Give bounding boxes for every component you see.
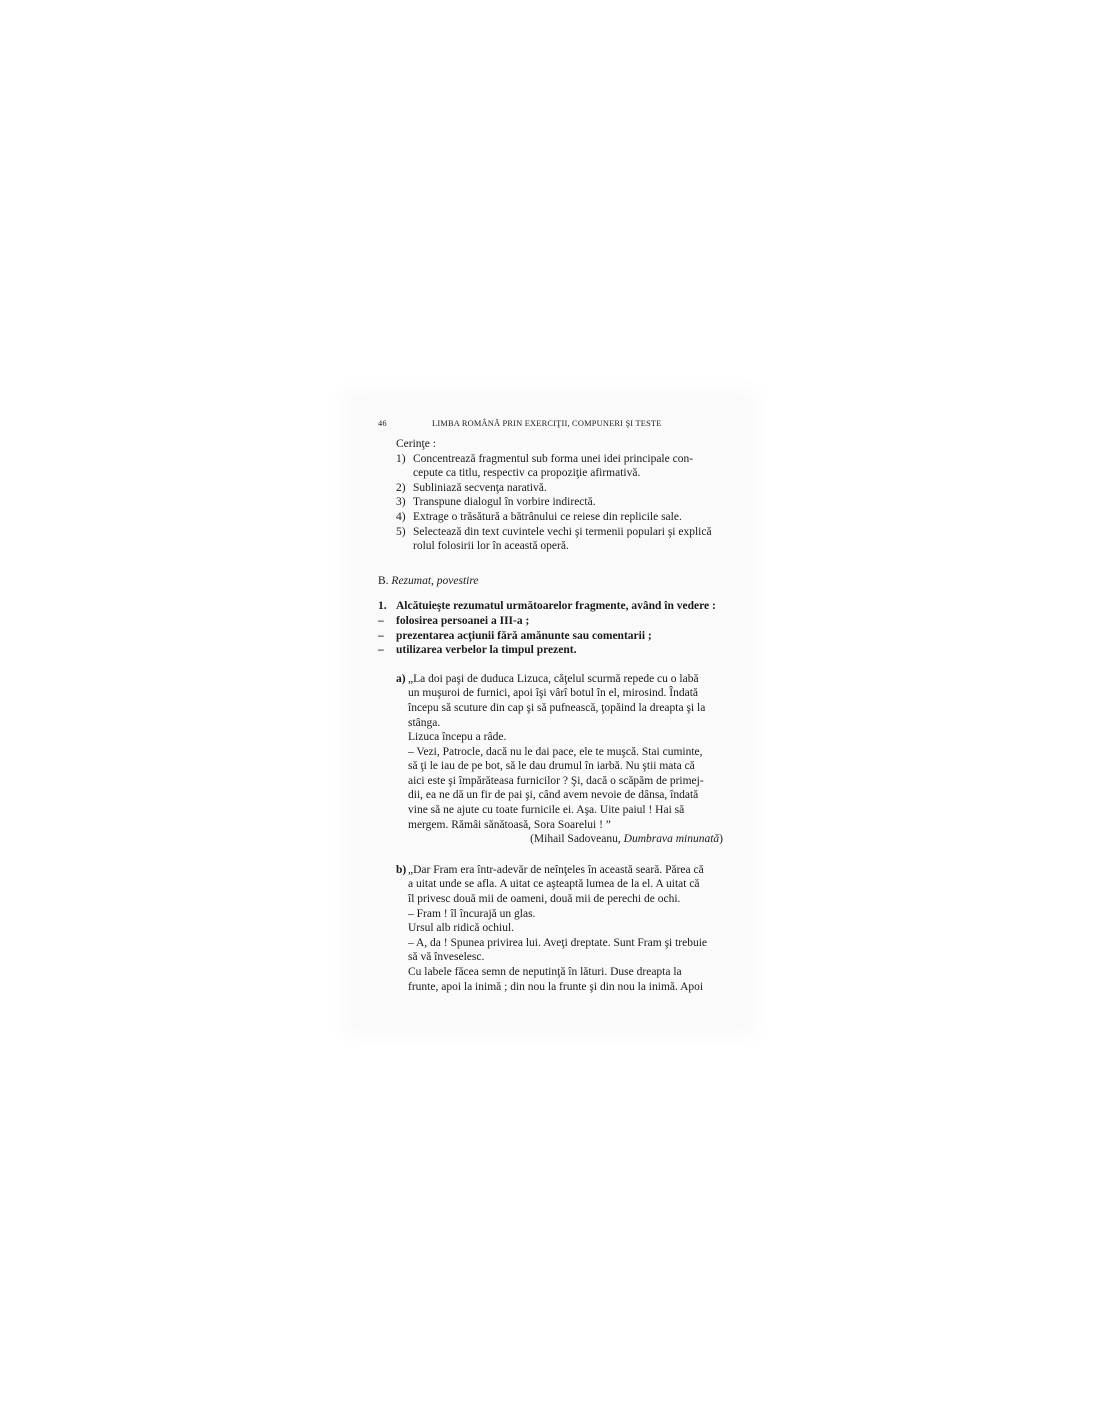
- page-content: [378, 418, 723, 994]
- exercise-instruction: [378, 599, 723, 614]
- bullet-text: prezentarea acţiunii fără amănunte sau comentarii ;: [396, 629, 652, 642]
- text-line: – Fram ! îl încurajă un glas.: [408, 907, 536, 920]
- item-number: 2): [396, 481, 406, 494]
- instruction-text: Alcătuieşte rezumatul următoarelor fragmente, având în vedere :: [396, 600, 716, 613]
- requirement-item: [378, 495, 723, 510]
- text-line: Cu labele făcea semn de neputinţă în lături. Duse dreapta la: [408, 966, 682, 978]
- section-letter: B.: [378, 574, 389, 587]
- requirement-item: [378, 481, 723, 496]
- item-number: 4): [396, 510, 406, 523]
- item-line: Selectează din text cuvintele vechi şi termenii populari şi explică: [413, 525, 712, 538]
- instruction-bullet: – prezentarea acţiunii fără amănunte sau comentarii ;: [378, 629, 652, 642]
- item-line: Subliniază secvenţa narativă.: [413, 481, 547, 494]
- source-author: (Mihail Sadoveanu,: [530, 833, 624, 846]
- source-citation: [408, 832, 723, 847]
- text-line: îl privesc două mii de oameni, două mii de perechi de ochi.: [408, 893, 681, 906]
- item-line: rolul folosirii lor în această operă.: [413, 540, 569, 553]
- source-title: Dumbrava minunată: [623, 833, 720, 846]
- page-number: 46: [378, 419, 387, 428]
- section-heading: [378, 574, 723, 589]
- section-title: Rezumat, povestire: [391, 574, 479, 587]
- source-end: ): [719, 833, 723, 846]
- fragment-label: b): [396, 863, 407, 876]
- bullet-text: folosirea persoanei a III-a ;: [396, 614, 530, 627]
- text-line: Lizuca începu a râde.: [408, 731, 507, 744]
- exercise-number: 1.: [378, 600, 387, 613]
- text-line: frunte, apoi la inimă ; din nou la frunte şi din nou la inimă. Apoi: [408, 980, 704, 993]
- item-line: Transpune dialogul în vorbire indirectă.: [413, 496, 596, 509]
- text-line: a uitat unde se afla. A uitat ce aşteaptă lumea de la el. A uitat că: [408, 878, 700, 891]
- requirement-item: [378, 452, 723, 481]
- text-line: stânga.: [408, 716, 441, 729]
- item-number: 5): [396, 525, 406, 538]
- text-line: un muşuroi de furnici, apoi îşi vârî botul în el, mirosind. Îndată: [408, 687, 699, 700]
- text-line: – A, da ! Spunea privirea lui. Aveţi dreptate. Sunt Fram şi trebuie: [408, 936, 708, 949]
- text-line: „Dar Fram era într-adevăr de neînţeles în această seară. Părea că: [408, 863, 704, 876]
- text-line: începu să scuture din cap şi să pufnească, ţopăind la dreapta şi la: [408, 701, 706, 714]
- text-line: aici este şi împărăteasa furnicilor ? Şi, dacă o scăpăm de primej-: [408, 774, 704, 787]
- item-number: 3): [396, 496, 406, 509]
- text-line: mergem. Rămâi sănătoasă, Sora Soarelui ! ”: [408, 818, 611, 831]
- running-header: [378, 418, 723, 430]
- text-line: – Vezi, Patrocle, dacă nu le dai pace, ele te muşcă. Stai cuminte,: [408, 745, 703, 758]
- text-line: să ţi le iau de pe bot, să le dau drumul în iarbă. Nu ştii mata că: [408, 760, 695, 773]
- running-title: LIMBA ROMÂNĂ PRIN EXERCIŢII, COMPUNERI ŞI TESTE: [432, 419, 662, 428]
- text-line: vine să ne ajute cu toate furnicile ei. Aşa. Uite paiul ! Hai să: [408, 804, 685, 817]
- requirements-title: Cerinţe :: [396, 438, 436, 450]
- text-line: dii, ea ne dă un fir de pai şi, când avem nevoie de dânsa, îndată: [408, 789, 699, 802]
- fragment-a: [378, 672, 723, 847]
- fragment-b: [378, 863, 723, 994]
- item-number: 1): [396, 452, 406, 465]
- item-line: Concentrează fragmentul sub forma unei idei principale con-: [413, 452, 694, 465]
- instruction-bullet: – utilizarea verbelor la timpul prezent.: [378, 644, 577, 657]
- item-line: cepute ca titlu, respectiv ca propoziţie afirmativă.: [413, 467, 641, 480]
- text-line: să vă înveselesc.: [408, 951, 485, 964]
- requirement-item: [378, 510, 723, 525]
- fragment-label: a): [396, 672, 406, 685]
- instruction-bullet: – folosirea persoanei a III-a ;: [378, 614, 530, 627]
- bullet-text: utilizarea verbelor la timpul prezent.: [396, 644, 577, 657]
- requirement-item: [378, 525, 723, 554]
- text-line: Ursul alb ridică ochiul.: [408, 922, 515, 935]
- item-line: Extrage o trăsătură a bătrânului ce reiese din replicile sale.: [413, 510, 682, 523]
- text-line: „La doi paşi de duduca Lizuca, căţelul scurmă repede cu o labă: [408, 672, 699, 685]
